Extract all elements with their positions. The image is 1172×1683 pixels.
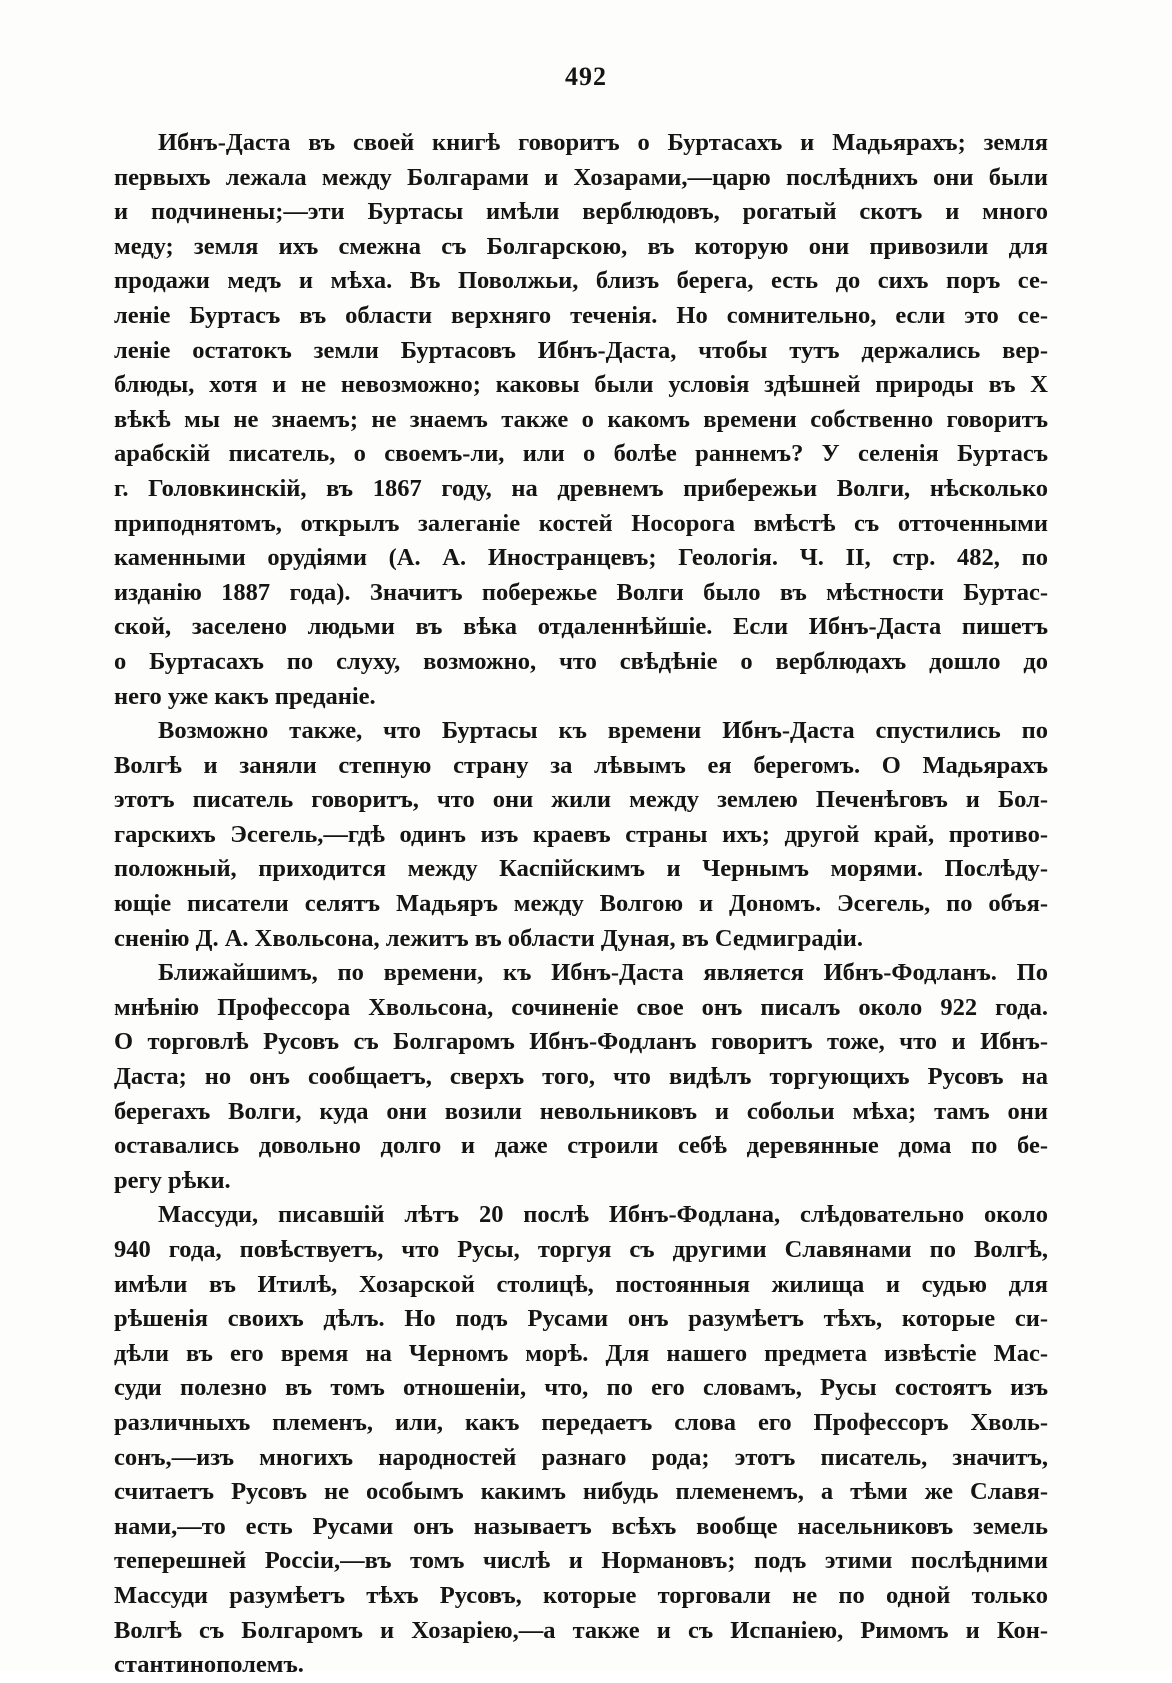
text-line: положный, приходится между Каспійскимъ и Чернымъ морями. Послѣду- (114, 855, 1048, 883)
text-line: Ближайшимъ, по времени, къ Ибнъ-Даста является Ибнъ-Фодланъ. По (158, 959, 1048, 987)
body-text (114, 126, 1048, 1683)
text-line: регу рѣки. (114, 1166, 231, 1194)
text-line: и подчинены;—эти Буртасы имѣли верблюдовъ, рогатый скотъ и много (114, 198, 1048, 226)
text-line: сонъ,—изъ многихъ народностей разнаго рода; этотъ писатель, значитъ, (114, 1443, 1048, 1471)
text-line: Массуди, писавшій лѣтъ 20 послѣ Ибнъ-Фодлана, слѣдовательно около (158, 1201, 1048, 1229)
text-line: Волгѣ и заняли степную страну за лѣвымъ ея берегомъ. О Мадьярахъ (114, 751, 1048, 779)
text-line: дѣли въ его время на Черномъ морѣ. Для нашего предмета извѣстіе Мас- (114, 1339, 1048, 1367)
text-line: считаетъ Русовъ не особымъ какимъ нибудь племенемъ, а тѣми же Славя- (114, 1478, 1048, 1506)
text-line: него уже какъ преданіе. (114, 682, 376, 710)
text-line: мнѣнію Профессора Хвольсона, сочиненіе свое онъ писалъ около 922 года. (114, 993, 1048, 1021)
text-line: леніе остатокъ земли Буртасовъ Ибнъ-Даста, чтобы тутъ держались вер- (114, 336, 1048, 364)
text-line: 940 года, повѣствуетъ, что Русы, торгуя съ другими Славянами по Волгѣ, (114, 1236, 1048, 1263)
text-line: О торговлѣ Русовъ съ Болгаромъ Ибнъ-Фодланъ говоритъ тоже, что и Ибнъ- (114, 1028, 1048, 1056)
text-line: продажи медъ и мѣха. Въ Поволжьи, близъ берега, есть до сихъ поръ се- (114, 267, 1048, 295)
text-line: теперешней Россіи,—въ томъ числѣ и Нормановъ; подъ этими послѣдними (114, 1547, 1048, 1575)
text-line: гарскихъ Эсегель,—гдѣ одинъ изъ краевъ страны ихъ; другой край, противо- (114, 820, 1048, 848)
text-line: леніе Буртасъ въ области верхняго теченія. Но сомнительно, если это се- (114, 301, 1048, 329)
text-line: Волгѣ съ Болгаромъ и Хозаріею,—а также и съ Испаніею, Римомъ и Кон- (114, 1616, 1048, 1644)
text-line: блюды, хотя и не невозможно; каковы были условія здѣшней природы въ X (114, 371, 1048, 399)
text-line: различныхъ племенъ, или, какъ передаетъ слова его Профессоръ Хволь- (114, 1408, 1048, 1436)
text-line: нами,—то есть Русами онъ называетъ всѣхъ вообще насельниковъ земель (114, 1512, 1048, 1540)
text-line: оставались довольно долго и даже строили себѣ деревянные дома по бе- (114, 1132, 1048, 1160)
text-line: вѣкѣ мы не знаемъ; не знаемъ также о какомъ времени собственно говоритъ (114, 405, 1048, 433)
text-line: стантинополемъ. (114, 1651, 304, 1679)
text-line: изданію 1887 года). Значитъ побережье Волги было въ мѣстности Буртас- (114, 578, 1048, 606)
text-line: берегахъ Волги, куда они возили невольниковъ и собольи мѣха; тамъ они (114, 1097, 1048, 1125)
text-line: рѣшенія своихъ дѣлъ. Но подъ Русами онъ разумѣетъ тѣхъ, которые си- (114, 1305, 1048, 1333)
text-line: этотъ писатель говоритъ, что они жили между землею Печенѣговъ и Бол- (114, 786, 1048, 814)
text-line: Возможно также, что Буртасы къ времени Ибнъ-Даста спустились по (158, 717, 1048, 745)
page-number: 492 (565, 62, 607, 91)
text-line: сненію Д. А. Хвольсона, лежитъ въ области Дуная, въ Седмиградіи. (114, 924, 864, 952)
text-line: приподнятомъ, открылъ залеганіе костей Носорога вмѣстѣ съ отточенными (114, 509, 1048, 537)
text-line: г. Головкинскій, въ 1867 году, на древнемъ прибережьи Волги, нѣсколько (114, 474, 1048, 502)
text-line: ской, заселено людьми въ вѣка отдаленнѣйшіе. Если Ибнъ-Даста пишетъ (114, 613, 1048, 641)
text-line: каменными орудіями (А. А. Иностранцевъ; Геологія. Ч. II, стр. 482, по (114, 544, 1048, 572)
text-line: о Буртасахъ по слуху, возможно, что свѣдѣніе о верблюдахъ дошло до (114, 647, 1048, 675)
text-line: меду; земля ихъ смежна съ Болгарскою, въ которую они привозили для (114, 232, 1048, 260)
text-line: арабскій писатель, о своемъ-ли, или о болѣе раннемъ? У селенія Буртасъ (114, 440, 1048, 468)
text-line: суди полезно въ томъ отношеніи, что, по его словамъ, Русы состоятъ изъ (114, 1374, 1048, 1402)
text-line: имѣли въ Итилѣ, Хозарской столицѣ, постоянныя жилища и судью для (114, 1270, 1048, 1298)
text-line: Ибнъ-Даста въ своей книгѣ говоритъ о Буртасахъ и Мадьярахъ; земля (158, 129, 1048, 156)
text-line: ющіе писатели селятъ Мадьяръ между Волгою и Дономъ. Эсегель, по объя- (114, 890, 1048, 918)
text-line: первыхъ лежала между Болгарами и Хозарами,—царю послѣднихъ они были (114, 163, 1048, 191)
text-line: Даста; но онъ сообщаетъ, сверхъ того, что видѣлъ торгующихъ Русовъ на (114, 1063, 1048, 1091)
text-line: Массуди разумѣетъ тѣхъ Русовъ, которые торговали не по одной только (114, 1581, 1048, 1609)
